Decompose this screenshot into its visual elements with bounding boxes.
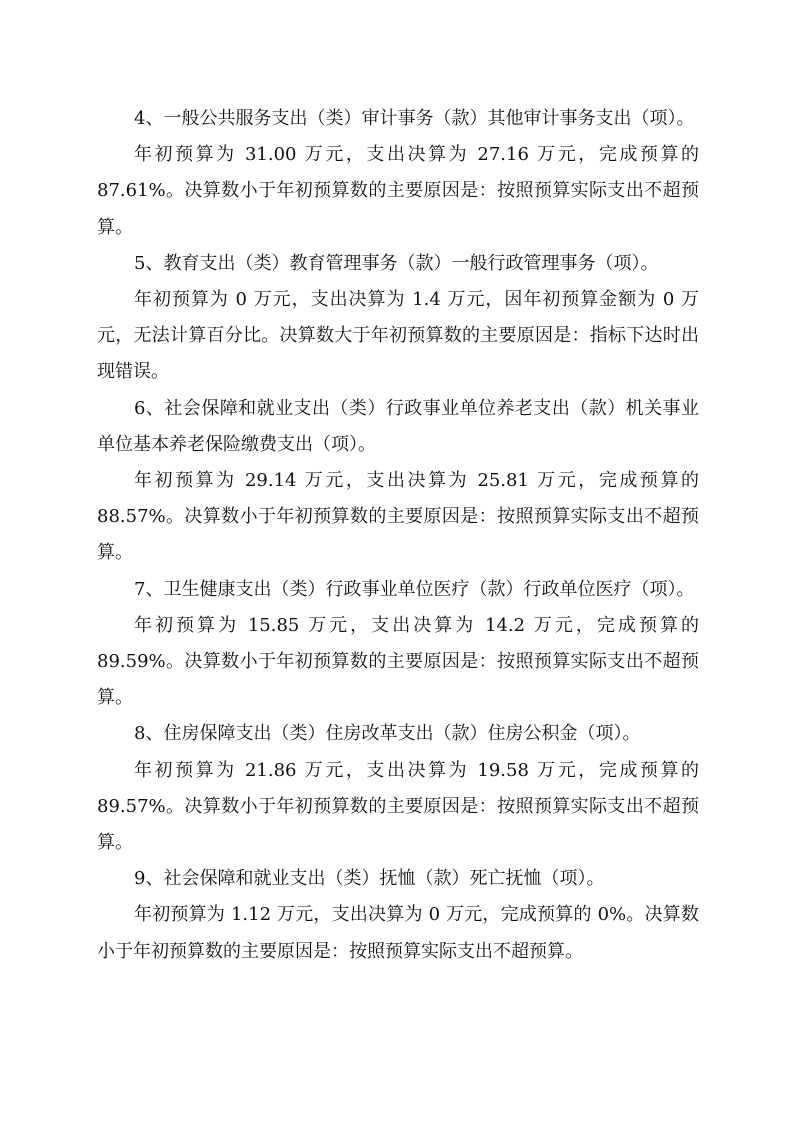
item-6-explanation: 年初预算为 29.14 万元，支出决算为 25.81 万元，完成预算的 88.57%。决算数小于年初预算数的主要原因是：按照预算实际支出不超预算。 — [97, 470, 699, 564]
item-7-explanation: 年初预算为 15.85 万元，支出决算为 14.2 万元，完成预算的 89.59%。决算数小于年初预算数的主要原因是：按照预算实际支出不超预算。 — [97, 614, 699, 709]
item-4-heading: 4、一般公共服务支出（类）审计事务（款）其他审计事务支出（项）。 — [134, 108, 695, 129]
item-7-heading: 7、卫生健康支出（类）行政事业单位医疗（款）行政单位医疗（项）。 — [134, 578, 695, 600]
item-6-heading: 6、社会保障和就业支出（类）行政事业单位养老支出（款）机关事业单位基本养老保险缴费支出（项）。 — [97, 397, 699, 455]
item-5-explanation: 年初预算为 0 万元，支出决算为 1.4 万元，因年初预算金额为 0 万元，无法计算百分比。决算数大于年初预算数的主要原因是：指标下达时出现错误。 — [97, 289, 699, 383]
item-8-explanation: 年初预算为 21.86 万元，支出决算为 19.58 万元，完成预算的 89.57%。决算数小于年初预算数的主要原因是：按照预算实际支出不超预算。 — [97, 759, 699, 854]
item-9-heading: 9、社会保障和就业支出（类）抚恤（款）死亡抚恤（项）。 — [134, 868, 605, 890]
item-5-heading: 5、教育支出（类）教育管理事务（款）一般行政管理事务（项）。 — [134, 252, 659, 274]
item-8-heading: 8、住房保障支出（类）住房改革支出（款）住房公积金（项）。 — [134, 723, 641, 745]
item-4-explanation: 年初预算为 31.00 万元，支出决算为 27.16 万元，完成预算的 87.61%。决算数小于年初预算数的主要原因是：按照预算实际支出不超预算。 — [97, 144, 699, 238]
item-9-explanation: 年初预算为 1.12 万元，支出决算为 0 万元，完成预算的 0%。决算数小于年初预算数的主要原因是：按照预算实际支出不超预算。 — [97, 904, 699, 962]
document-body — [97, 101, 699, 970]
